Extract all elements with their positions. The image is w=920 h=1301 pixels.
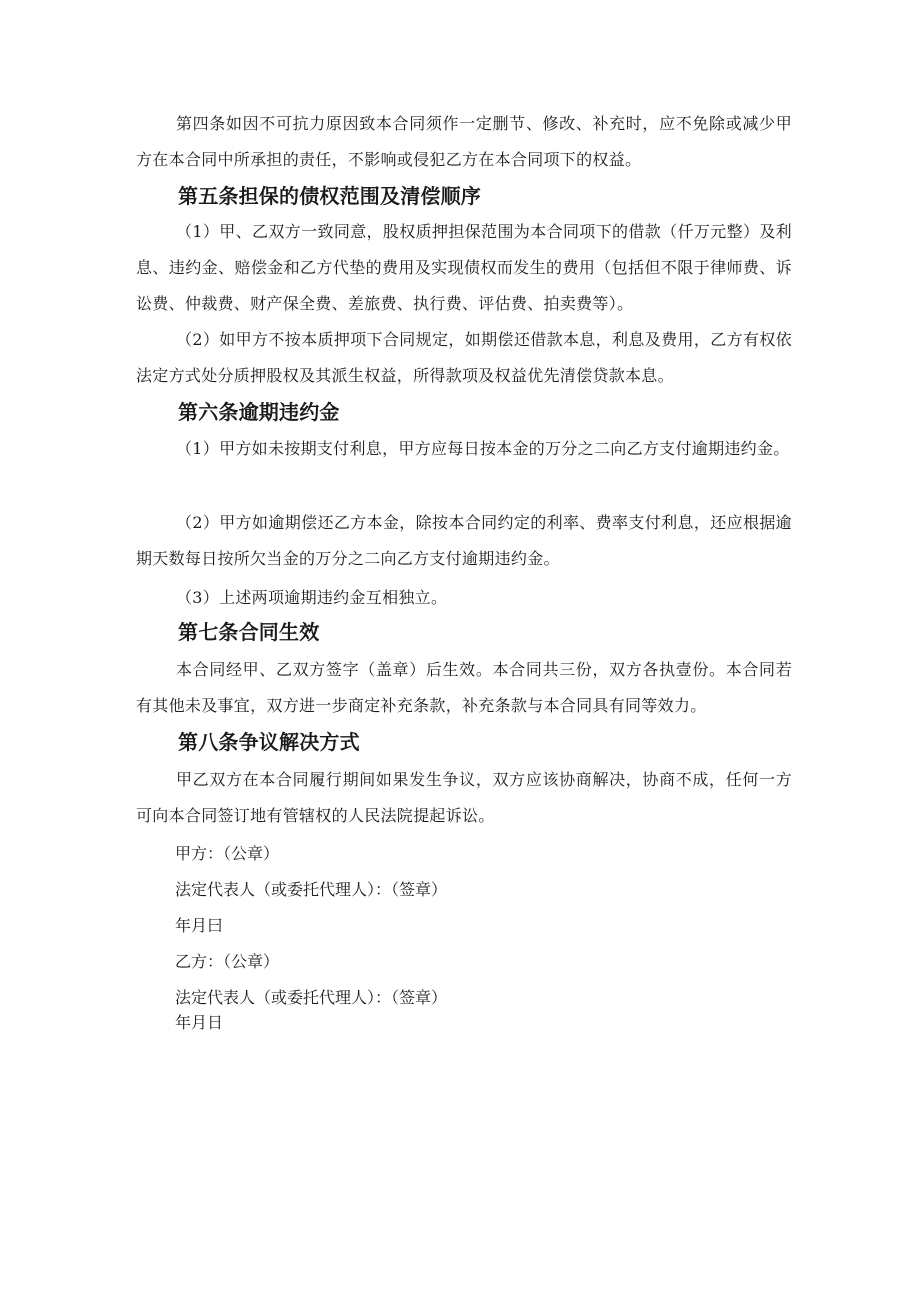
article-6-clause-1: （1）甲方如未按期支付利息，甲方应每日按本金的万分之二向乙方支付逾期违约金。 bbox=[176, 439, 790, 458]
party-a-representative: 法定代表人（或委托代理人）：（签章） bbox=[175, 880, 448, 899]
article-6-clause-3: （3）上述两项逾期违约金互相独立。 bbox=[176, 588, 448, 607]
article-8-heading: 第八条争议解决方式 bbox=[178, 730, 360, 754]
party-b-date: 年月日 bbox=[175, 1013, 224, 1032]
article-7-heading: 第七条合同生效 bbox=[178, 620, 320, 644]
party-b-seal: 乙方：（公章） bbox=[175, 952, 280, 971]
article-6-clause-2: （2）甲方如逾期偿还乙方本金，除按本合同约定的利率、费率支付利息，还应根据逾期天数每日按所欠当金的万分之二向乙方支付逾期违约金。 bbox=[136, 513, 792, 568]
party-a-date: 年月曰 bbox=[175, 916, 224, 935]
party-a-seal: 甲方：（公章） bbox=[175, 844, 280, 863]
article-5-clause-2: （2）如甲方不按本质押项下合同规定，如期偿还借款本息，利息及费用，乙方有权依法定方式处分质押股权及其派生权益，所得款项及权益优先清偿贷款本息。 bbox=[136, 330, 792, 385]
article-5-clause-1: （1）甲、乙双方一致同意，股权质押担保范围为本合同项下的借款（仟万元整）及利息、违约金、赔偿金和乙方代垫的费用及实现债权而发生的费用（包括但不限于律师费、诉讼费、仲裁费、财产保全费、差旅费、执行费、评估费、拍卖费等）。 bbox=[136, 222, 792, 313]
party-b-representative: 法定代表人（或委托代理人）：（签章） bbox=[175, 988, 448, 1007]
article-6-heading: 第六条逾期违约金 bbox=[178, 400, 340, 424]
article-7-paragraph: 本合同经甲、乙双方签字（盖章）后生效。本合同共三份，双方各执壹份。本合同若有其他未及事宜，双方进一步商定补充条款，补充条款与本合同具有同等效力。 bbox=[136, 660, 792, 715]
article-5-heading: 第五条担保的债权范围及清偿顺序 bbox=[178, 184, 481, 208]
article-8-paragraph: 甲乙双方在本合同履行期间如果发生争议，双方应该协商解决，协商不成，任何一方可向本合同签订地有管辖权的人民法院提起诉讼。 bbox=[136, 770, 792, 825]
article-4-paragraph: 第四条如因不可抗力原因致本合同须作一定删节、修改、补充时，应不免除或减少甲方在本合同中所承担的责任，不影响或侵犯乙方在本合同项下的权益。 bbox=[136, 114, 792, 169]
